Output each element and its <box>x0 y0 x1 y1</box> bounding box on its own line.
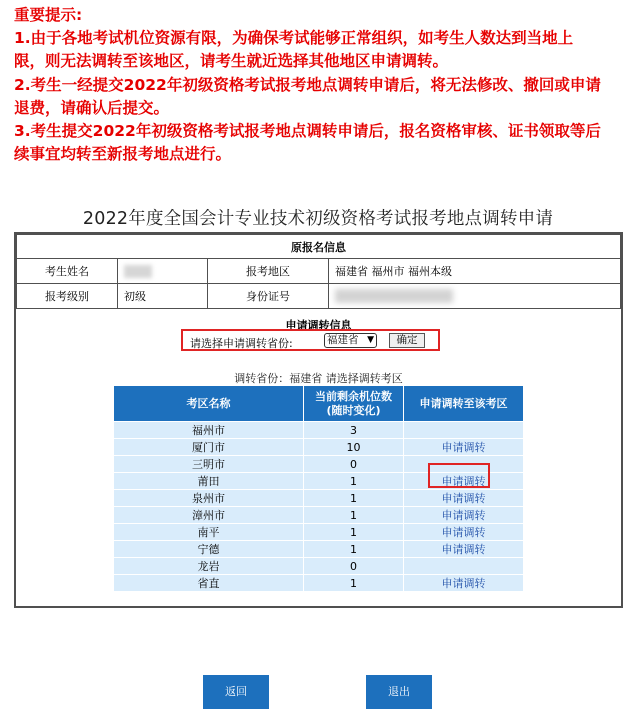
apply-transfer-link[interactable]: 申请调转 <box>404 473 524 490</box>
apply-transfer-link[interactable]: 申请调转 <box>404 575 524 592</box>
province-prompt: 请选择申请调转省份: <box>190 337 293 350</box>
regions-table <box>113 385 524 592</box>
region-name: 福州市 <box>114 422 304 439</box>
region-name: 莆田 <box>114 473 304 490</box>
notice-line: 2.考生一经提交2022年初级资格考试报考地点调转申请后，将无法修改、撤回或申请 <box>14 75 601 94</box>
redacted-id <box>335 289 453 303</box>
notice-heading: 重要提示: <box>14 6 83 24</box>
level-value: 初级 <box>118 284 208 309</box>
col-region-header: 考区名称 <box>114 386 304 422</box>
id-value <box>329 284 621 309</box>
col-remaining-header <box>304 386 404 422</box>
col-remaining-line1: 当前剩余机位数 <box>315 389 392 403</box>
region-name: 南平 <box>114 524 304 541</box>
id-label: 身份证号 <box>208 284 329 309</box>
province-selector-box <box>181 329 440 351</box>
remaining-seats: 0 <box>304 456 404 473</box>
page-title: 2022年度全国会计专业技术初级资格考试报考地点调转申请 <box>82 209 554 229</box>
col-apply-header: 申请调转至该考区 <box>404 386 524 422</box>
highlight-box <box>428 463 490 488</box>
region-name: 厦门市 <box>114 439 304 456</box>
important-notice <box>14 4 626 166</box>
region-name: 泉州市 <box>114 490 304 507</box>
province-select[interactable] <box>324 333 377 348</box>
table-row <box>114 507 524 524</box>
chevron-down-icon: ▼ <box>367 335 374 345</box>
apply-transfer-link[interactable]: 申请调转 <box>404 524 524 541</box>
table-row <box>114 575 524 592</box>
apply-transfer-link[interactable]: 申请调转 <box>404 541 524 558</box>
region-name: 三明市 <box>114 456 304 473</box>
region-value: 福建省 福州市 福州本级 <box>329 259 621 284</box>
remaining-seats: 3 <box>304 422 404 439</box>
region-name: 漳州市 <box>114 507 304 524</box>
province-selected-value: 福建省 <box>327 334 359 346</box>
transfer-status: 调转省份：福建省 请选择调转考区 <box>234 372 403 385</box>
original-info-table <box>16 234 621 309</box>
remaining-seats: 1 <box>304 524 404 541</box>
name-label: 考生姓名 <box>17 259 118 284</box>
table-row <box>114 490 524 507</box>
name-value <box>118 259 208 284</box>
apply-transfer-link[interactable]: 申请调转 <box>404 439 524 456</box>
transfer-info-header: 申请调转信息 <box>285 319 352 332</box>
remaining-seats: 1 <box>304 507 404 524</box>
table-row <box>114 541 524 558</box>
apply-transfer-link[interactable]: 申请调转 <box>404 507 524 524</box>
back-button[interactable]: 返回 <box>203 675 269 709</box>
col-remaining-line2: (随时变化) <box>326 403 381 417</box>
notice-line: 限，则无法调转至该地区，请考生就近选择其他地区申请调转。 <box>14 52 449 71</box>
notice-line: 3.考生提交2022年初级资格考试报考地点调转申请后，报名资格审核、证书领取等后 <box>14 122 601 141</box>
remaining-seats: 1 <box>304 541 404 558</box>
table-row <box>114 558 524 575</box>
redacted-name <box>124 265 152 278</box>
table-row <box>114 422 524 439</box>
apply-cell <box>404 422 524 439</box>
region-name: 龙岩 <box>114 558 304 575</box>
confirm-button[interactable]: 确定 <box>389 333 425 348</box>
region-label: 报考地区 <box>208 259 329 284</box>
remaining-seats: 0 <box>304 558 404 575</box>
exit-button[interactable]: 退出 <box>366 675 432 709</box>
remaining-seats: 10 <box>304 439 404 456</box>
notice-line: 续事宜均转至新报考地点进行。 <box>14 145 232 164</box>
original-info-header: 原报名信息 <box>17 235 621 259</box>
table-row <box>114 439 524 456</box>
region-name: 宁德 <box>114 541 304 558</box>
apply-cell <box>404 558 524 575</box>
remaining-seats: 1 <box>304 490 404 507</box>
remaining-seats: 1 <box>304 575 404 592</box>
notice-line: 1.由于各地考试机位资源有限，为确保考试能够正常组织，如考生人数达到当地上 <box>14 29 574 48</box>
level-label: 报考级别 <box>17 284 118 309</box>
remaining-seats: 1 <box>304 473 404 490</box>
table-row <box>114 524 524 541</box>
notice-line: 退费，请确认后提交。 <box>14 98 170 117</box>
region-name: 省直 <box>114 575 304 592</box>
apply-transfer-link[interactable]: 申请调转 <box>404 490 524 507</box>
